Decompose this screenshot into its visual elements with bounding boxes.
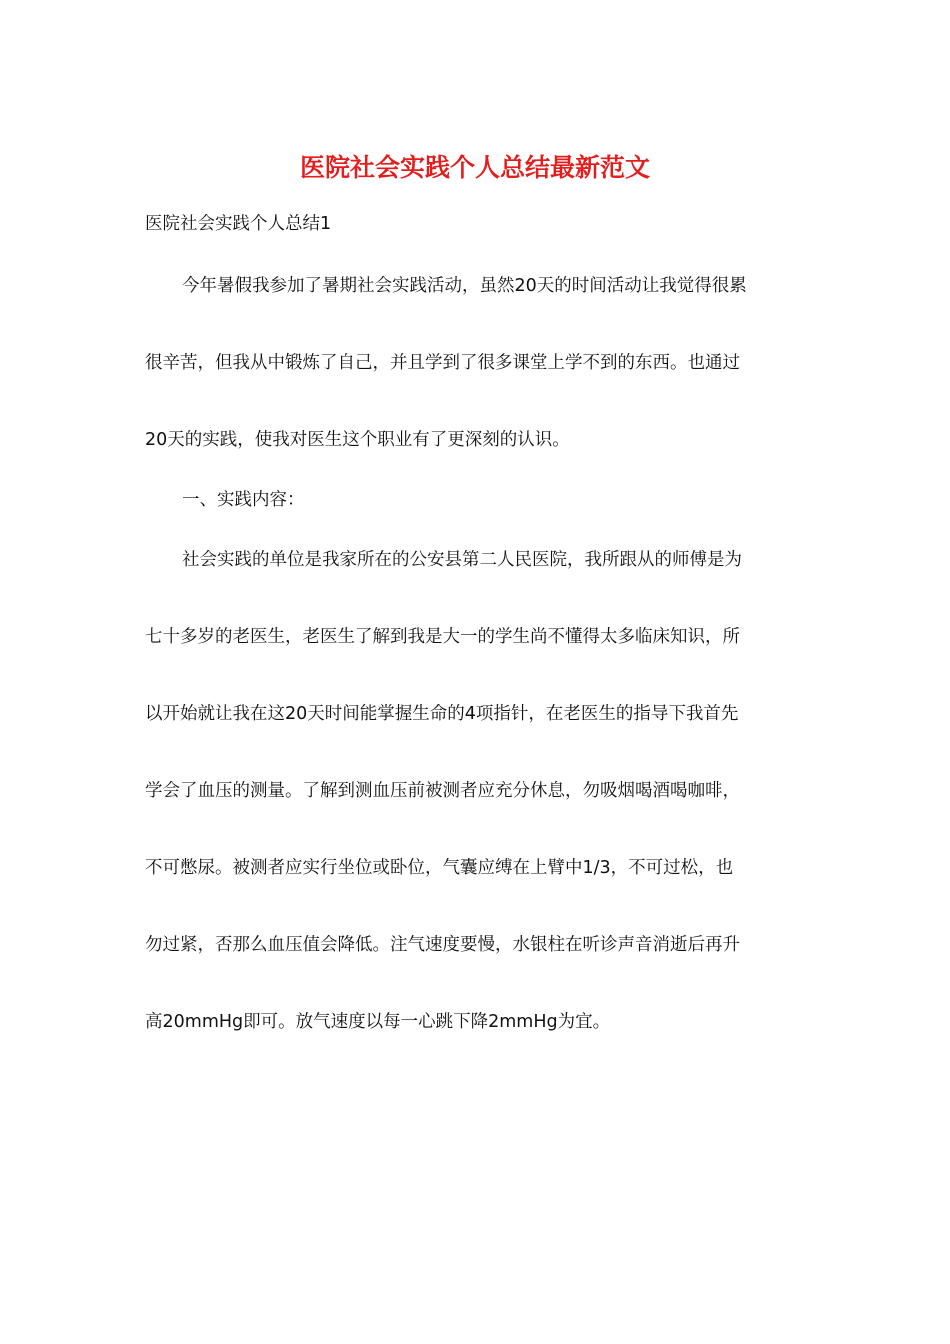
text-line: 社会实践的单位是我家所在的公安县第二人民医院，我所跟从的师傅是为 <box>182 550 742 570</box>
text-line: 高20mmHg即可。放气速度以每一心跳下降2mmHg为宜。 <box>145 1012 611 1032</box>
text-line: 学会了血压的测量。了解到测血压前被测者应充分休息，勿吸烟喝酒喝咖啡， <box>145 781 740 801</box>
text-line: 很辛苦，但我从中锻炼了自己，并且学到了很多课堂上学不到的东西。也通过 <box>145 353 740 373</box>
text-line: 勿过紧，否那么血压值会降低。注气速度要慢，水银柱在听诊声音消逝后再升 <box>145 935 740 955</box>
heading-text: 一、实践内容： <box>182 490 305 510</box>
section-subtitle: 医院社会实践个人总结1 <box>145 214 332 234</box>
text-line: 不可憋尿。被测者应实行坐位或卧位，气囊应缚在上臂中1/3，不可过松，也 <box>145 858 734 878</box>
text-line: 今年暑假我参加了暑期社会实践活动，虽然20天的时间活动让我觉得很累 <box>182 276 747 296</box>
text-line: 20天的实践，使我对医生这个职业有了更深刻的认识。 <box>145 430 570 450</box>
text-line: 七十多岁的老医生，老医生了解到我是大一的学生尚不懂得太多临床知识，所 <box>145 627 740 647</box>
document-title: 医院社会实践个人总结最新范文 <box>299 153 650 182</box>
paragraph-content <box>145 546 810 1085</box>
paragraph-intro <box>145 272 810 503</box>
text-line: 以开始就让我在这20天时间能掌握生命的4项指针，在老医生的指导下我首先 <box>145 704 739 724</box>
